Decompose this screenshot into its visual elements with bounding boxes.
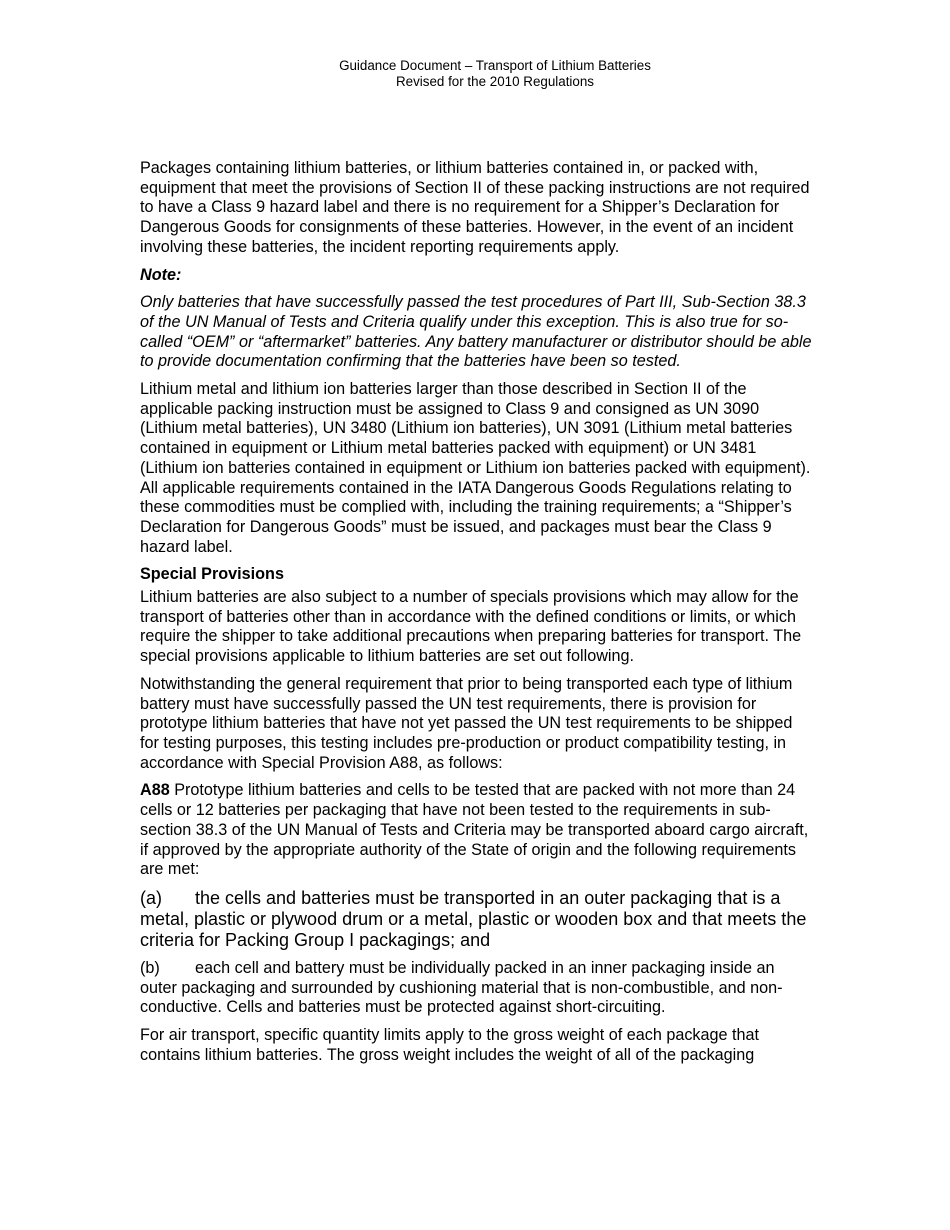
a88-text: Prototype lithium batteries and cells to be tested that are packed with not more than 24 cells or 12 batteries per packaging that have not been tested to the requirements in sub-section 38.3 of the UN Manual of Tests and Criteria may be transported aboard cargo aircraft, if approved by the appropriate authority of the State of origin and the following requirements are met:	[140, 781, 809, 879]
list-item-a-text: the cells and batteries must be transported in an outer packaging that is a metal, plastic or plywood drum or a metal, plastic or wooden box and that meets the criteria for Packing Group I packagings; and	[140, 887, 807, 950]
note-label: Note:	[140, 265, 182, 284]
paragraph-a88	[140, 781, 815, 880]
list-item-b	[140, 959, 815, 1018]
paragraph-section-ii-exemption: Packages containing lithium batteries, or lithium batteries contained in, or packed with, equipment that meet the provisions of Section II of these packing instructions are not required to have a Class 9 hazard label and there is no requirement for a Shipper’s Declaration for Dangerous Goods for consignments of these batteries. However, in the event of an incident involving these batteries, the incident reporting requirements apply.	[140, 159, 810, 256]
note-text: Only batteries that have successfully passed the test procedures of Part III, Sub-Section 38.3 of the UN Manual of Tests and Criteria qualify under this exception. This is also true for so-called “OEM” or “aftermarket” batteries. Any battery manufacturer or distributor should be able to provide documentation confirming that the batteries have been so tested.	[140, 293, 812, 371]
list-item-b-label: (b)	[140, 958, 160, 977]
list-item-a-label: (a)	[140, 887, 162, 908]
document-body	[140, 159, 815, 1073]
header-subtitle: Revised for the 2010 Regulations	[395, 74, 594, 89]
paragraph-prototype-batteries: Notwithstanding the general requirement that prior to being transported each type of lithium battery must have successfully passed the UN test requirements, there is provision for prototype lithium batteries that have not yet passed the UN test requirements to be shipped for testing purposes, this testing includes pre-production or product compatibility testing, in accordance with Special Provision A88, as follows:	[140, 674, 793, 772]
page-header	[0, 58, 950, 90]
a88-label: A88	[140, 781, 170, 800]
paragraph-special-provisions-intro: Lithium batteries are also subject to a number of specials provisions which may allow for the transport of batteries other than in accordance with the defined conditions or limits, or which require the shipper to take additional precautions when preparing batteries for transport. The special provisions applicable to lithium batteries are set out following.	[140, 588, 802, 666]
paragraph-class-9-requirements: Lithium metal and lithium ion batteries larger than those described in Section II of the applicable packing instruction must be assigned to Class 9 and consigned as UN 3090 (Lithium metal batteries), UN 3480 (Lithium ion batteries), UN 3091 (Lithium metal batteries contained in equipment or Lithium metal batteries packed with equipment) or UN 3481 (Lithium ion batteries contained in equipment or Lithium ion batteries packed with equipment). All applicable requirements contained in the IATA Dangerous Goods Regulations relating to these commodities must be complied with, including the training requirements; a “Shipper’s Declaration for Dangerous Goods” must be issued, and packages must bear the Class 9 hazard label.	[140, 380, 811, 556]
section-heading-special-provisions: Special Provisions	[140, 565, 284, 584]
list-item-a	[140, 888, 815, 951]
header-title: Guidance Document – Transport of Lithium Batteries	[339, 58, 651, 73]
list-item-b-text: each cell and battery must be individually packed in an inner packaging inside an outer packaging and surrounded by cushioning material that is non-combustible, and non-conductive. Cells and batteries must be protected against short-circuiting.	[140, 958, 783, 1017]
paragraph-air-transport-limits: For air transport, specific quantity limits apply to the gross weight of each package that contains lithium batteries. The gross weight includes the weight of all of the packaging	[140, 1026, 760, 1064]
